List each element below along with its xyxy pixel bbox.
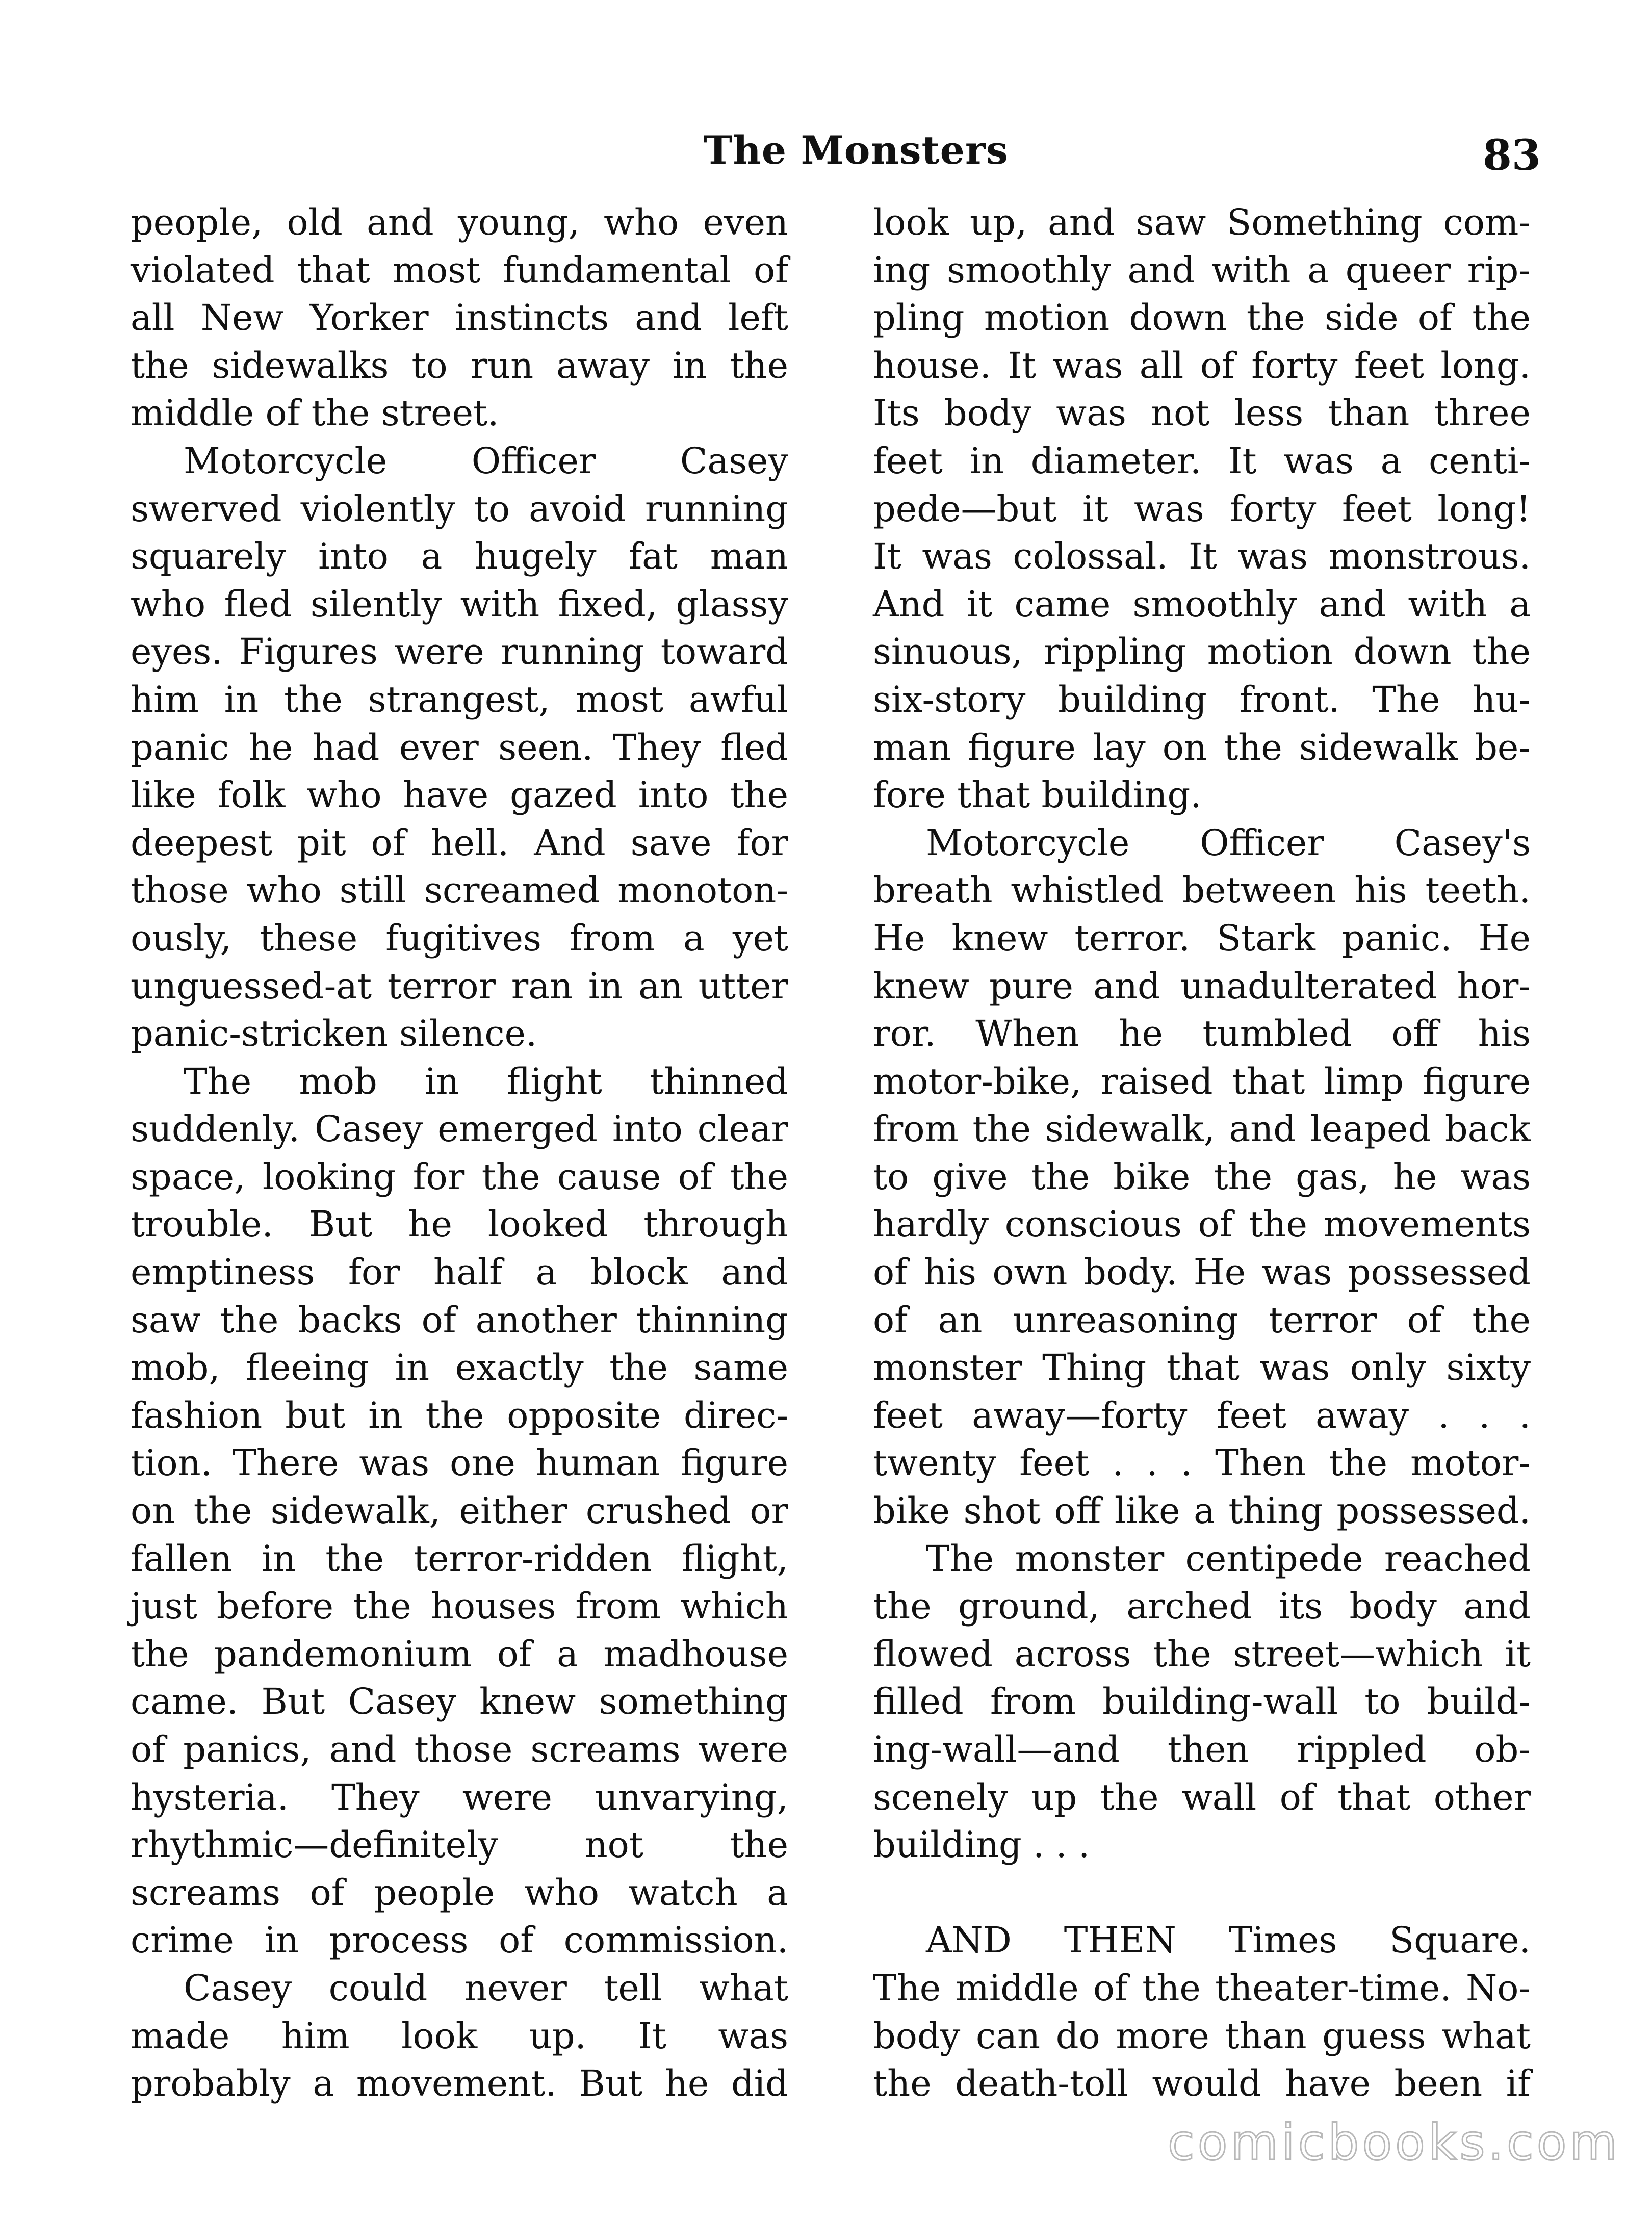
text-line: him in the strangest, most awful — [131, 678, 788, 720]
page-header — [0, 122, 1652, 189]
text-line: man figure lay on the sidewalk be- — [873, 726, 1531, 768]
text-line: screams of people who watch a — [131, 1871, 788, 1914]
text-line: feet away—forty feet away . . . — [873, 1394, 1531, 1436]
text-line: suddenly. Casey emerged into clear — [131, 1108, 788, 1150]
text-line: on the sidewalk, either crushed or — [131, 1490, 788, 1532]
text-line: pede—but it was forty feet long! — [873, 487, 1531, 530]
text-line: pling motion down the side of the — [873, 297, 1531, 339]
text-line: of panics, and those screams were — [131, 1729, 788, 1770]
text-line: saw the backs of another thinning — [131, 1299, 788, 1341]
text-line: sinuous, rippling motion down the — [873, 631, 1531, 673]
text-line: The monster centipede reached — [926, 1537, 1531, 1580]
text-line: emptiness for half a block and — [131, 1251, 788, 1294]
text-line: body can do more than guess what — [873, 2015, 1531, 2057]
text-line: of his own body. He was possessed — [873, 1251, 1531, 1294]
text-line: just before the houses from which — [131, 1585, 788, 1628]
text-line: It was colossal. It was monstrous. — [873, 535, 1531, 578]
text-line: the death-toll would have been if — [873, 2062, 1531, 2105]
watermark: comicbooks.com — [1167, 2114, 1620, 2171]
text-line: deepest pit of hell. And save for — [131, 821, 788, 864]
text-line: who fled silently with fixed, glassy — [131, 583, 788, 625]
text-line: filled from building-wall to build- — [873, 1681, 1531, 1723]
text-line: Casey could never tell what — [184, 1967, 788, 2009]
text-line: all New Yorker instincts and left — [131, 297, 788, 339]
text-column-right — [873, 199, 1531, 2108]
text-line: flowed across the street—which it — [873, 1633, 1531, 1675]
text-line: ror. When he tumbled off his — [873, 1013, 1531, 1055]
text-line: the sidewalks to run away in the — [131, 344, 788, 386]
text-line: crime in process of commission. — [131, 1919, 788, 1962]
text-line: unguessed-at terror ran in an utter — [131, 965, 788, 1007]
text-line: tion. There was one human figure — [131, 1442, 788, 1484]
text-line: people, old and young, who even — [131, 201, 788, 243]
text-line: rhythmic—definitely not the — [131, 1824, 788, 1866]
text-line: feet in diameter. It was a centi- — [873, 440, 1531, 482]
text-line: of an unreasoning terror of the — [873, 1299, 1531, 1341]
text-line: panic-stricken silence. — [131, 1013, 537, 1055]
text-line: fashion but in the opposite direc- — [131, 1394, 788, 1436]
text-line: panic he had ever seen. They fled — [131, 726, 788, 768]
text-line: monster Thing that was only sixty — [873, 1347, 1531, 1389]
text-line: AND THEN Times Square. — [926, 1919, 1531, 1962]
text-line: The middle of the theater-time. No- — [873, 1967, 1531, 2009]
text-line: violated that most fundamental of — [131, 249, 788, 291]
text-line: squarely into a hugely fat man — [131, 535, 788, 578]
text-line: house. It was all of forty feet long. — [873, 344, 1531, 386]
text-line: mob, fleeing in exactly the same — [131, 1347, 788, 1389]
text-line: look up, and saw Something com- — [873, 201, 1531, 243]
text-line: those who still screamed monoton- — [131, 869, 788, 912]
text-line: six-story building front. The hu- — [873, 678, 1531, 720]
text-line: middle of the street. — [131, 392, 499, 434]
text-line: breath whistled between his teeth. — [873, 869, 1531, 912]
text-line: space, looking for the cause of the — [131, 1155, 788, 1198]
text-line: hardly conscious of the movements — [873, 1203, 1531, 1246]
text-line: like folk who have gazed into the — [131, 774, 788, 816]
text-line: made him look up. It was — [131, 2015, 788, 2057]
text-line: probably a movement. But he did — [131, 2062, 788, 2105]
text-line: Motorcycle Officer Casey — [184, 440, 788, 482]
text-line: He knew terror. Stark panic. He — [873, 917, 1531, 959]
text-line: hysteria. They were unvarying, — [131, 1776, 788, 1818]
text-line: swerved violently to avoid running — [131, 487, 788, 530]
text-line: trouble. But he looked through — [131, 1203, 788, 1246]
text-line: to give the bike the gas, he was — [873, 1155, 1531, 1198]
text-line: Motorcycle Officer Casey's — [926, 821, 1531, 864]
text-line: Its body was not less than three — [873, 392, 1531, 434]
text-line: the ground, arched its body and — [873, 1585, 1531, 1628]
text-line: fallen in the terror-ridden flight, — [131, 1537, 788, 1580]
text-line: ing-wall—and then rippled ob- — [873, 1729, 1531, 1770]
text-line: came. But Casey knew something — [131, 1681, 788, 1723]
text-line: The mob in flight thinned — [184, 1060, 788, 1102]
text-line: bike shot off like a thing possessed. — [873, 1490, 1531, 1532]
page-number: 83 — [1482, 131, 1541, 180]
text-line: motor-bike, raised that limp figure — [873, 1060, 1531, 1102]
text-line: twenty feet . . . Then the motor- — [873, 1442, 1531, 1484]
text-line: the pandemonium of a madhouse — [131, 1633, 788, 1675]
text-line: building . . . — [873, 1824, 1090, 1866]
text-line: scenely up the wall of that other — [873, 1776, 1531, 1818]
text-line: And it came smoothly and with a — [873, 583, 1531, 625]
text-line: eyes. Figures were running toward — [131, 631, 788, 673]
text-line: from the sidewalk, and leaped back — [873, 1108, 1531, 1150]
running-title: The Monsters — [704, 127, 1009, 173]
text-line: knew pure and unadulterated hor- — [873, 965, 1531, 1007]
text-line: ing smoothly and with a queer rip- — [873, 249, 1531, 291]
text-line: ously, these fugitives from a yet — [131, 917, 788, 959]
text-line: fore that building. — [873, 774, 1202, 816]
blank-line — [873, 1869, 1531, 1917]
text-column-left — [131, 199, 788, 2108]
